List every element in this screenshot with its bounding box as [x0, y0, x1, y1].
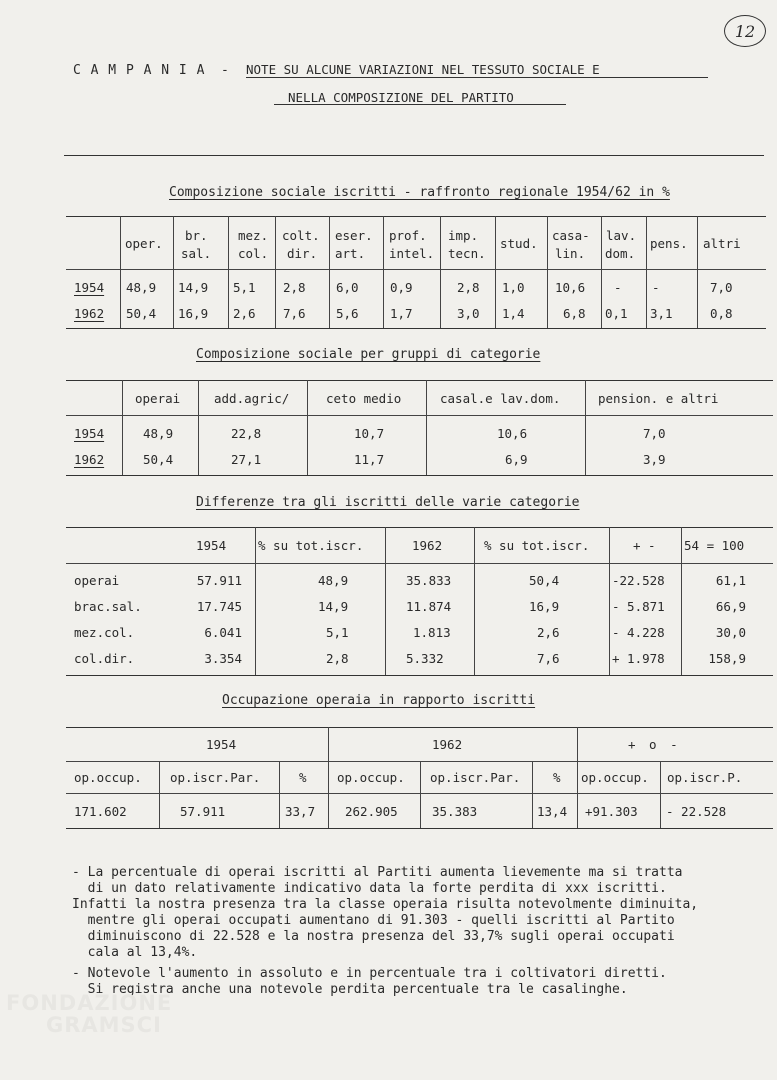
table1-cell: 2,8 — [283, 280, 306, 295]
table3-header: % su tot.iscr. — [258, 538, 364, 553]
note-line: - La percentuale di operai iscritti al Partiti aumenta lievemente ma si tratta — [72, 865, 683, 880]
table1-header-coltdir-1: colt. — [282, 228, 320, 243]
header-dash: - — [221, 63, 229, 78]
document-title-line1: NOTE SU ALCUNE VARIAZIONI NEL TESSUTO SOCIALE E — [246, 62, 600, 77]
table1-cell: 1,4 — [502, 306, 525, 321]
page-number: 12 — [724, 15, 766, 47]
note-line: diminuiscono di 22.528 e la nostra presenza del 33,7% sugli operai occupati — [72, 929, 675, 944]
title-underline-2 — [274, 104, 566, 105]
table1-header-mezcol-1: mez. — [238, 228, 269, 243]
table3-cell: 1.813 — [413, 625, 451, 640]
table1-header-brsal-1: br. — [185, 228, 208, 243]
table2-cell: 27,1 — [231, 452, 262, 467]
table3-row-label: col.dir. — [74, 651, 135, 666]
table3-row-label: mez.col. — [74, 625, 135, 640]
table2-cell: 48,9 — [143, 426, 174, 441]
region-title: C A M P A N I A — [73, 63, 206, 78]
table2-header: ceto medio — [326, 391, 402, 406]
table1-cell: 7,6 — [283, 306, 306, 321]
table1-cell: 1,0 — [502, 280, 525, 295]
table3-cell: 48,9 — [318, 573, 349, 588]
table4-cell: - 22.528 — [666, 804, 727, 819]
table2-row-year: 1954 — [74, 426, 105, 441]
table1-header-pens: pens. — [650, 236, 688, 251]
table4-cell: 57.911 — [180, 804, 226, 819]
table2-row-year: 1962 — [74, 452, 105, 467]
table1-row-year: 1954 — [74, 280, 105, 295]
table3-cell: 6.041 — [204, 625, 242, 640]
table3-header: % su tot.iscr. — [484, 538, 590, 553]
table4-cell: 13,4 — [537, 804, 568, 819]
table3-header: 1962 — [412, 538, 443, 553]
table3-cell: 14,9 — [318, 599, 349, 614]
note-line: Infatti la nostra presenza tra la classe operaia risulta notevolmente diminuita, — [72, 897, 699, 912]
table1-header-eserart-2: art. — [335, 246, 366, 261]
table1-cell: 50,4 — [126, 306, 157, 321]
table1-header-lavdom-2: dom. — [605, 246, 636, 261]
table1-header-stud: stud. — [500, 236, 538, 251]
table3-row-label: operai — [74, 573, 120, 588]
table3-cell: 2,6 — [537, 625, 560, 640]
table1-header-brsal-2: sal. — [181, 246, 212, 261]
note-line: di un dato relativamente indicativo data la forte perdita di xxx iscritti. — [72, 881, 667, 896]
table2-cell: 50,4 — [143, 452, 174, 467]
table2-header: operai — [135, 391, 181, 406]
note-line: mentre gli operai occupati aumentano di 91.303 - quelli iscritti al Partito — [72, 913, 675, 928]
table2-title: Composizione sociale per gruppi di categorie — [196, 347, 541, 362]
table2-cell: 10,6 — [497, 426, 528, 441]
table3-cell: 35.833 — [406, 573, 452, 588]
table4-group-header: + o - — [628, 737, 681, 752]
table1-cell: 0,9 — [390, 280, 413, 295]
table1-cell: - — [614, 280, 622, 295]
table1-row-year: 1962 — [74, 306, 105, 321]
table3-cell: 17.745 — [196, 599, 242, 614]
table3-cell: 5,1 — [326, 625, 349, 640]
table1-header-altri: altri — [703, 236, 741, 251]
table3-cell: 61,1 — [715, 573, 746, 588]
table1-cell: 5,6 — [336, 306, 359, 321]
table4-header: op.occup. — [337, 770, 405, 785]
watermark-line: GRAMSCI — [46, 1013, 162, 1037]
table3-cell: 3.354 — [204, 651, 242, 666]
table1-header-imptecn-1: imp. — [448, 228, 479, 243]
table2-cell: 10,7 — [354, 426, 385, 441]
table4-header: op.iscr.Par. — [170, 770, 261, 785]
table3-cell: 50,4 — [529, 573, 560, 588]
table4-cell: +91.303 — [585, 804, 638, 819]
table3-cell: 2,8 — [326, 651, 349, 666]
table1-cell: 48,9 — [126, 280, 157, 295]
table2-header: casal.e lav.dom. — [440, 391, 561, 406]
table3-cell: 57.911 — [196, 573, 242, 588]
table4-cell: 262.905 — [345, 804, 398, 819]
table2-cell: 11,7 — [354, 452, 385, 467]
table3-cell: -22.528 — [612, 573, 665, 588]
table4-header: op.occup. — [74, 770, 142, 785]
table3-cell: 16,9 — [529, 599, 560, 614]
table1-header-profintel-2: intel. — [389, 246, 435, 261]
table3-cell: 7,6 — [537, 651, 560, 666]
table2-header: add.agric/ — [214, 391, 290, 406]
table4-header: % — [299, 770, 307, 785]
table4-header: op.iscr.P. — [667, 770, 743, 785]
table1-header-oper: oper. — [125, 236, 163, 251]
table4-group-header: 1954 — [206, 737, 237, 752]
table1-header-imptecn-2: tecn. — [448, 246, 486, 261]
note-line: - Notevole l'aumento in assoluto e in percentuale tra i coltivatori diretti. — [72, 966, 667, 981]
table1-cell: 5,1 — [233, 280, 256, 295]
table3-header: 1954 — [196, 538, 227, 553]
table1-cell: 3,1 — [650, 306, 673, 321]
table3-cell: 11.874 — [406, 599, 452, 614]
table3-cell: - 5.871 — [612, 599, 665, 614]
table3-header: 54 = 100 — [684, 538, 745, 553]
table1-header-lavdom-1: lav. — [606, 228, 637, 243]
table2-header: pension. e altri — [598, 391, 719, 406]
table4-title: Occupazione operaia in rapporto iscritti — [222, 693, 536, 708]
table1-cell: 6,8 — [563, 306, 586, 321]
table2-cell: 7,0 — [643, 426, 666, 441]
table1-cell: 3,0 — [457, 306, 480, 321]
table3-cell: 5.332 — [406, 651, 444, 666]
table1-cell: 16,9 — [178, 306, 209, 321]
table3-cell: - 4.228 — [612, 625, 665, 640]
table1-cell: 0,8 — [710, 306, 733, 321]
table1-cell: 14,9 — [178, 280, 209, 295]
table1-cell: - — [652, 280, 660, 295]
table3-row-label: brac.sal. — [74, 599, 142, 614]
table1-cell: 0,1 — [605, 306, 628, 321]
table3-cell: 30,0 — [715, 625, 746, 640]
table1-header-mezcol-2: col. — [238, 246, 269, 261]
table3-cell: 158,9 — [708, 651, 746, 666]
table4-cell: 35.383 — [432, 804, 478, 819]
table3-header: + - — [633, 538, 656, 553]
table1-header-eserart-1: eser. — [335, 228, 373, 243]
table3-cell: 66,9 — [715, 599, 746, 614]
table2-cell: 6,9 — [505, 452, 528, 467]
table3-cell: + 1.978 — [612, 651, 665, 666]
table1-cell: 2,8 — [457, 280, 480, 295]
table4-cell: 33,7 — [285, 804, 316, 819]
document-title-line2: NELLA COMPOSIZIONE DEL PARTITO — [288, 90, 514, 105]
section-divider — [64, 155, 764, 156]
table4-header: op.occup. — [581, 770, 649, 785]
table1-header-profintel-1: prof. — [389, 228, 427, 243]
note-line: cala al 13,4%. — [72, 945, 198, 960]
table4-header: % — [553, 770, 561, 785]
table1-cell: 2,6 — [233, 306, 256, 321]
table4-group-header: 1962 — [432, 737, 463, 752]
table1-title: Composizione sociale iscritti - raffronto regionale 1954/62 in % — [169, 185, 670, 200]
watermark-line: FONDAZIONE — [6, 991, 173, 1015]
table1-cell: 7,0 — [710, 280, 733, 295]
table1-cell: 10,6 — [555, 280, 586, 295]
title-underline-1 — [246, 77, 708, 78]
note-line: Si registra anche una notevole perdita percentuale tra le casalinghe. — [72, 982, 628, 997]
table4-header: op.iscr.Par. — [430, 770, 521, 785]
table1-cell: 6,0 — [336, 280, 359, 295]
table1-header-casalin-2: lin. — [555, 246, 586, 261]
table3-title: Differenze tra gli iscritti delle varie categorie — [196, 495, 580, 510]
watermark-logo — [6, 992, 172, 1036]
table2-cell: 22,8 — [231, 426, 262, 441]
table1-header-casalin-1: casa- — [552, 228, 590, 243]
table1-header-coltdir-2: dir. — [287, 246, 318, 261]
table4-cell: 171.602 — [74, 804, 127, 819]
table2-cell: 3,9 — [643, 452, 666, 467]
table1-cell: 1,7 — [390, 306, 413, 321]
